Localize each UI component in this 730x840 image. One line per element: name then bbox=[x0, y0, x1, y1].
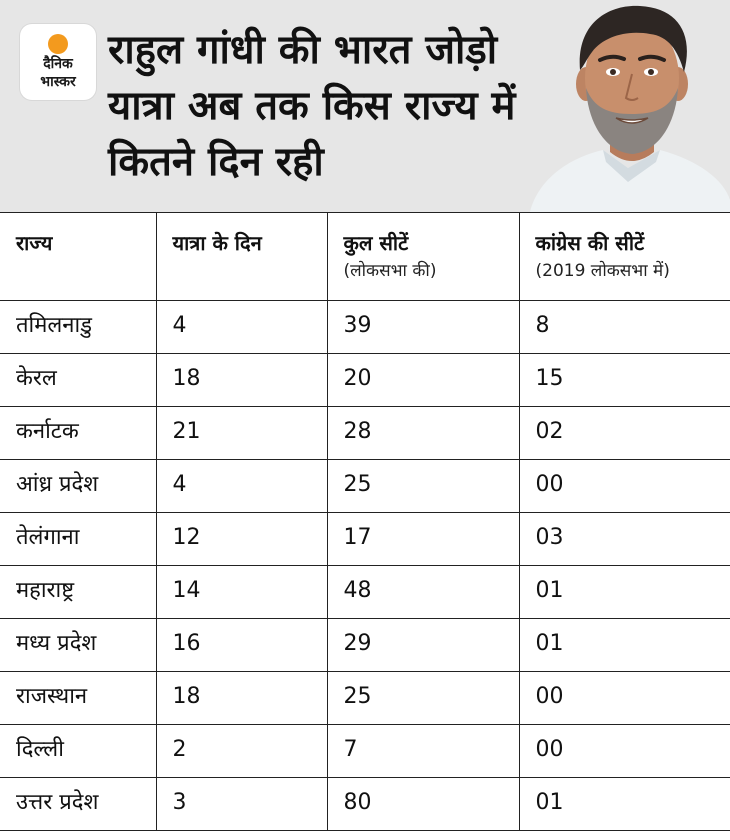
cell-congress-seats: 00 bbox=[519, 672, 730, 725]
cell-congress-seats: 00 bbox=[519, 725, 730, 778]
table-row bbox=[0, 619, 730, 672]
cell-total-seats: 25 bbox=[327, 672, 519, 725]
table-header-row bbox=[0, 213, 730, 301]
logo-sun-icon bbox=[48, 34, 68, 54]
table-row bbox=[0, 778, 730, 831]
cell-days: 14 bbox=[156, 566, 327, 619]
yatra-table bbox=[0, 212, 730, 831]
headline: राहुल गांधी की भारत जोड़ो यात्रा अब तक किस राज्य में कितने दिन रही bbox=[108, 27, 516, 185]
table-row bbox=[0, 460, 730, 513]
cell-total-seats: 17 bbox=[327, 513, 519, 566]
cell-days: 3 bbox=[156, 778, 327, 831]
cell-days: 12 bbox=[156, 513, 327, 566]
cell-state: मध्य प्रदेश bbox=[0, 619, 156, 672]
person-photo-icon bbox=[528, 0, 730, 212]
cell-days: 2 bbox=[156, 725, 327, 778]
cell-state: दिल्ली bbox=[0, 725, 156, 778]
cell-days: 4 bbox=[156, 301, 327, 354]
cell-total-seats: 7 bbox=[327, 725, 519, 778]
table-row bbox=[0, 407, 730, 460]
cell-total-seats: 20 bbox=[327, 354, 519, 407]
logo-text-line1: दैनिक bbox=[43, 56, 73, 72]
cell-state: महाराष्ट्र bbox=[0, 566, 156, 619]
header-banner bbox=[0, 0, 730, 212]
header-state: राज्य bbox=[0, 213, 156, 301]
cell-days: 18 bbox=[156, 354, 327, 407]
cell-total-seats: 25 bbox=[327, 460, 519, 513]
table-row bbox=[0, 672, 730, 725]
cell-congress-seats: 8 bbox=[519, 301, 730, 354]
cell-congress-seats: 01 bbox=[519, 778, 730, 831]
logo-text-line2: भास्कर bbox=[40, 74, 76, 90]
cell-state: तमिलनाडु bbox=[0, 301, 156, 354]
cell-congress-seats: 01 bbox=[519, 566, 730, 619]
cell-state: आंध्र प्रदेश bbox=[0, 460, 156, 513]
cell-state: कर्नाटक bbox=[0, 407, 156, 460]
cell-state: उत्तर प्रदेश bbox=[0, 778, 156, 831]
cell-days: 18 bbox=[156, 672, 327, 725]
cell-congress-seats: 03 bbox=[519, 513, 730, 566]
cell-days: 16 bbox=[156, 619, 327, 672]
table-row bbox=[0, 566, 730, 619]
cell-total-seats: 29 bbox=[327, 619, 519, 672]
dainik-bhaskar-logo bbox=[20, 24, 96, 100]
cell-days: 4 bbox=[156, 460, 327, 513]
cell-days: 21 bbox=[156, 407, 327, 460]
table-row bbox=[0, 513, 730, 566]
cell-total-seats: 80 bbox=[327, 778, 519, 831]
header-congress-seats: कांग्रेस की सीटें (2019 लोकसभा में) bbox=[519, 213, 730, 301]
cell-total-seats: 28 bbox=[327, 407, 519, 460]
cell-congress-seats: 01 bbox=[519, 619, 730, 672]
cell-state: केरल bbox=[0, 354, 156, 407]
cell-total-seats: 39 bbox=[327, 301, 519, 354]
cell-state: तेलंगाना bbox=[0, 513, 156, 566]
cell-state: राजस्थान bbox=[0, 672, 156, 725]
cell-congress-seats: 02 bbox=[519, 407, 730, 460]
cell-congress-seats: 15 bbox=[519, 354, 730, 407]
header-yatra-days: यात्रा के दिन bbox=[156, 213, 327, 301]
cell-total-seats: 48 bbox=[327, 566, 519, 619]
table-row bbox=[0, 725, 730, 778]
table-row bbox=[0, 301, 730, 354]
table-row bbox=[0, 354, 730, 407]
cell-congress-seats: 00 bbox=[519, 460, 730, 513]
header-total-seats: कुल सीटें (लोकसभा की) bbox=[327, 213, 519, 301]
